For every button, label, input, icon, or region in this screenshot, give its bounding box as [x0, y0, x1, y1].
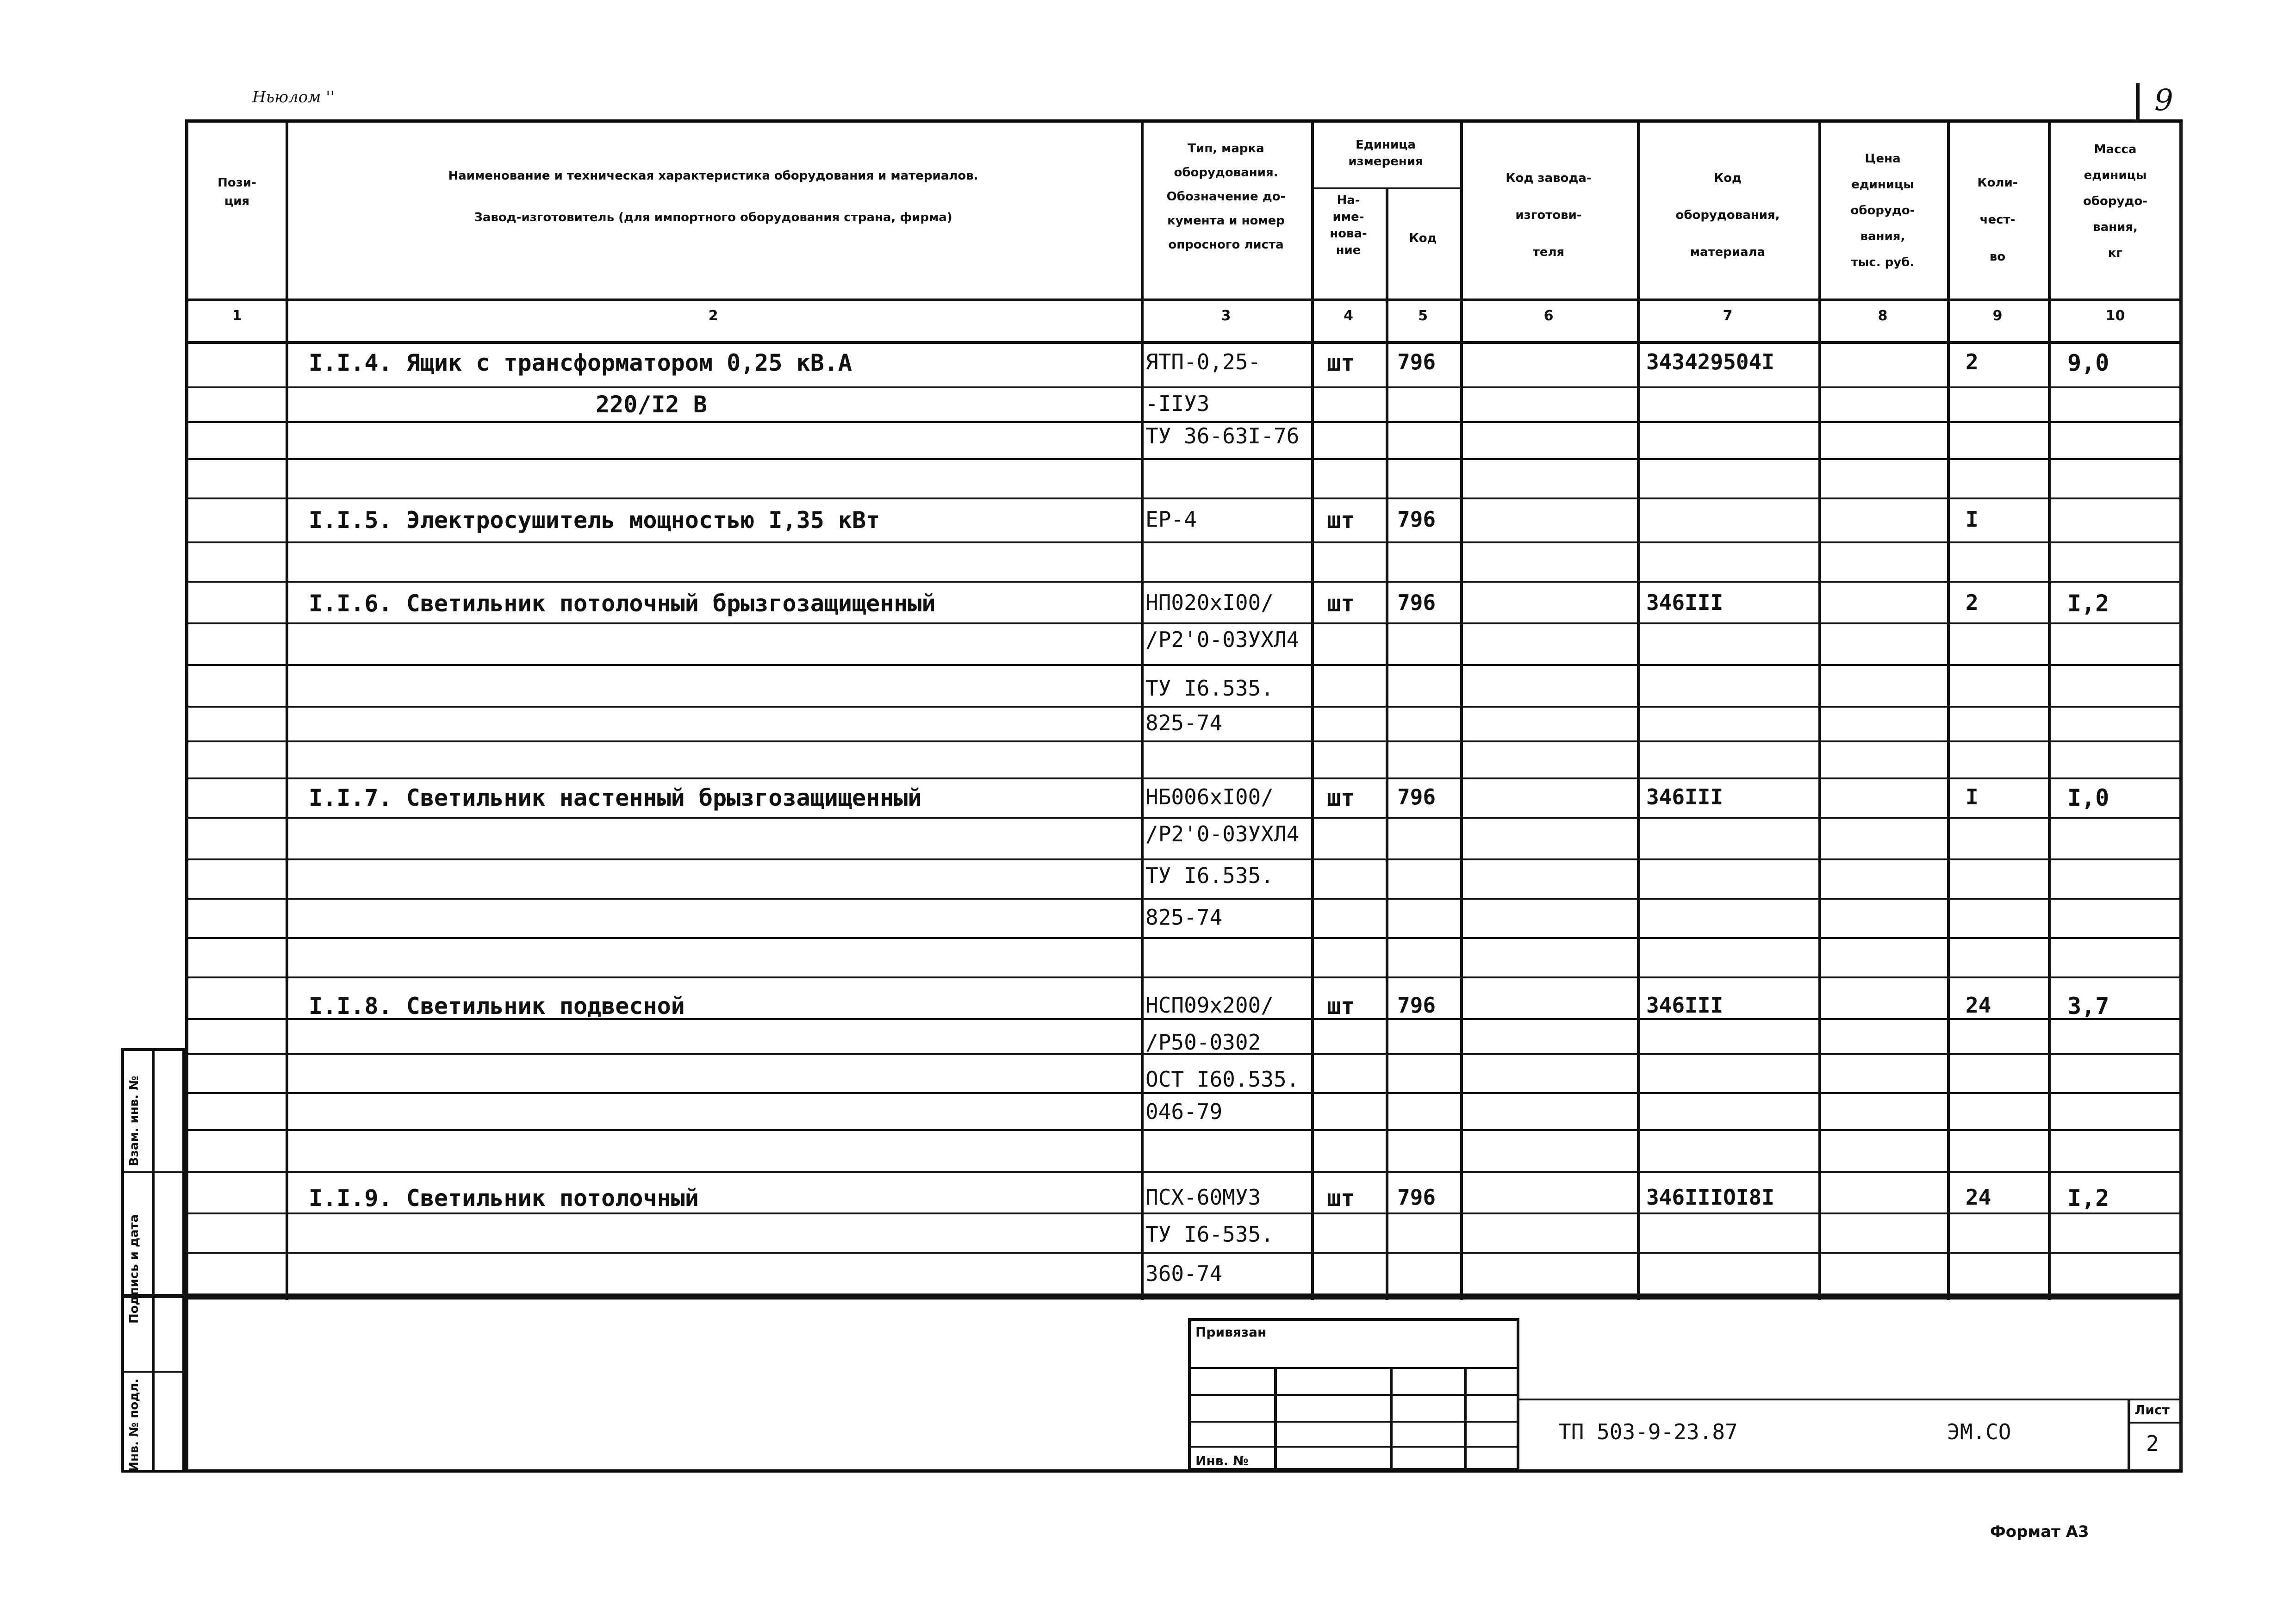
row-unit-code: 796 [1397, 590, 1436, 615]
row-mass: I,2 [2067, 590, 2109, 617]
row-type: НБ006хI00/ [1145, 784, 1274, 809]
row-type: 825-74 [1145, 905, 1223, 930]
row-type: -IIУЗ [1145, 391, 1210, 416]
header-rule [188, 341, 2183, 344]
column-number: 9 [1992, 308, 2003, 324]
header-manufacturer-code: Код завода- изготови- теля [1506, 171, 1592, 259]
row-qty: I [1966, 507, 1979, 532]
row-type: /Р2'0-03УХЛ4 [1145, 627, 1300, 652]
row-name: 220/I2 В [596, 391, 707, 418]
document-code: ТП 503-9-23.87 [1558, 1419, 1738, 1444]
row-name: I.I.6. Светильник потолочный брызгозащищенный [309, 590, 936, 617]
row-rule [188, 976, 2183, 978]
column-number: 6 [1543, 308, 1554, 324]
row-type: ТУ I6.535. [1145, 676, 1274, 701]
row-mass: 9,0 [2067, 349, 2109, 376]
row-name: I.I.7. Светильник настенный брызгозащищенный [309, 784, 922, 811]
row-mass: I,2 [2067, 1185, 2109, 1212]
document-mark: ЭМ.СО [1947, 1419, 2011, 1444]
header-rule [1311, 187, 1460, 189]
row-type: 825-74 [1145, 710, 1223, 735]
column-number: 3 [1221, 308, 1231, 324]
row-mass: 3,7 [2067, 993, 2109, 1020]
side-label-podpis: Подпись и дата [127, 1214, 141, 1324]
row-rule [188, 664, 2183, 666]
header-rule [188, 298, 2183, 301]
row-rule [188, 1252, 2183, 1254]
row-unit: шт [1327, 590, 1355, 617]
row-rule [188, 622, 2183, 624]
row-type: НП020хI00/ [1145, 590, 1274, 615]
row-type: ЕР-4 [1145, 507, 1197, 532]
row-qty: I [1966, 784, 1979, 809]
row-type: 360-74 [1145, 1261, 1223, 1286]
column-number: 4 [1344, 308, 1353, 324]
row-rule [188, 858, 2183, 860]
row-rule [188, 386, 2183, 388]
title-block [185, 1297, 2183, 1473]
row-qty: 24 [1966, 993, 1991, 1018]
row-qty: 2 [1966, 349, 1979, 374]
top-note: Ньюлом '' [252, 88, 335, 106]
header-unit: Единица измерения [1348, 138, 1423, 168]
row-rule [188, 898, 2183, 900]
column-number: 1 [232, 308, 242, 324]
page-number: 9 [2154, 83, 2173, 118]
row-unit: шт [1327, 1185, 1355, 1212]
row-name: I.I.9. Светильник потолочный [309, 1185, 699, 1212]
row-type: 046-79 [1145, 1099, 1223, 1124]
row-code: 346III [1646, 590, 1724, 615]
row-type: ТУ 36-63I-76 [1145, 423, 1300, 448]
side-label-inv-podl: Инв. № подл. [127, 1378, 141, 1472]
row-type: ТУ I6-535. [1145, 1222, 1274, 1247]
side-label-vzam: Взам. инв. № [127, 1076, 141, 1166]
format-label: Формат А3 [1990, 1523, 2089, 1541]
header-position: Пози- ция [218, 176, 256, 208]
row-type: ПСХ-60МУЗ [1145, 1185, 1261, 1210]
row-name: I.I.8. Светильник подвесной [309, 993, 685, 1020]
row-unit: шт [1327, 784, 1355, 811]
row-unit: шт [1327, 349, 1355, 376]
header-price: Цена единицы оборудо- вания, тыс. руб. [1850, 152, 1915, 269]
row-type: /Р50-0302 [1145, 1030, 1261, 1055]
row-code: 343429504I [1646, 349, 1774, 374]
sheet-number: 2 [2146, 1431, 2159, 1456]
row-rule [188, 421, 2183, 423]
header-quantity: Коли- чест- во [1977, 176, 2018, 264]
row-unit-code: 796 [1397, 349, 1436, 374]
row-mass: I,0 [2067, 784, 2109, 811]
column-number: 2 [708, 308, 718, 324]
row-rule [188, 1129, 2183, 1131]
row-unit-code: 796 [1397, 784, 1436, 809]
row-rule [188, 1092, 2183, 1094]
header-name-line1: Наименование и техническая характеристика оборудования и материалов. [448, 169, 978, 183]
row-unit: шт [1327, 507, 1355, 534]
row-type: ТУ I6.535. [1145, 863, 1274, 888]
row-qty: 2 [1966, 590, 1979, 615]
inv-number-label: Инв. № [1195, 1453, 1249, 1468]
header-mass: Масса единицы оборудо- вания, кг [2083, 143, 2148, 260]
privyazan-box [1188, 1318, 1519, 1471]
row-rule [188, 541, 2183, 543]
row-code: 346III [1646, 993, 1724, 1018]
row-rule [188, 937, 2183, 939]
side-strip-lower [121, 1297, 185, 1473]
row-code: 346III [1646, 784, 1724, 809]
row-rule [188, 497, 2183, 499]
row-code: 346IIIОI8I [1646, 1185, 1774, 1210]
row-rule [188, 817, 2183, 819]
header-unit-name: На- име- нова- ние [1330, 193, 1367, 257]
row-name: I.I.5. Электросушитель мощностью I,35 кВт [309, 507, 880, 534]
row-rule [188, 706, 2183, 708]
header-unit-code: Код [1409, 231, 1437, 245]
column-number: 5 [1418, 308, 1428, 324]
header-type: Тип, марка оборудования. Обозначение до- кумента и номер опросного листа [1166, 142, 1286, 252]
row-unit-code: 796 [1397, 993, 1436, 1018]
column-number: 8 [1878, 308, 1888, 324]
row-type: /Р2'0-03УХЛ4 [1145, 821, 1300, 846]
header-equipment-code: Код оборудования, материала [1675, 171, 1780, 259]
row-rule [188, 777, 2183, 779]
sheet-label: Лист [2134, 1402, 2170, 1418]
row-rule [188, 740, 2183, 742]
row-rule [188, 1171, 2183, 1173]
header-name-line2: Завод-изготовитель (для импортного оборудования страна, фирма) [474, 211, 952, 224]
row-rule [188, 458, 2183, 460]
row-type: ЯТП-0,25- [1145, 349, 1261, 374]
column-number: 7 [1723, 308, 1733, 324]
page-number-rule [2136, 83, 2140, 120]
row-rule [188, 1213, 2183, 1214]
row-name: I.I.4. Ящик с трансформатором 0,25 кВ.А [309, 349, 852, 376]
row-qty: 24 [1966, 1185, 1991, 1210]
col-line [1386, 187, 1388, 1300]
row-rule [188, 581, 2183, 583]
row-unit: шт [1327, 993, 1355, 1020]
column-number: 10 [2105, 308, 2125, 324]
row-type: ОСТ I60.535. [1145, 1067, 1300, 1092]
specification-table [185, 119, 2183, 1297]
row-unit-code: 796 [1397, 1185, 1436, 1210]
row-unit-code: 796 [1397, 507, 1436, 532]
privyazan-label: Привязан [1195, 1325, 1267, 1340]
row-type: НСП09х200/ [1145, 993, 1274, 1018]
